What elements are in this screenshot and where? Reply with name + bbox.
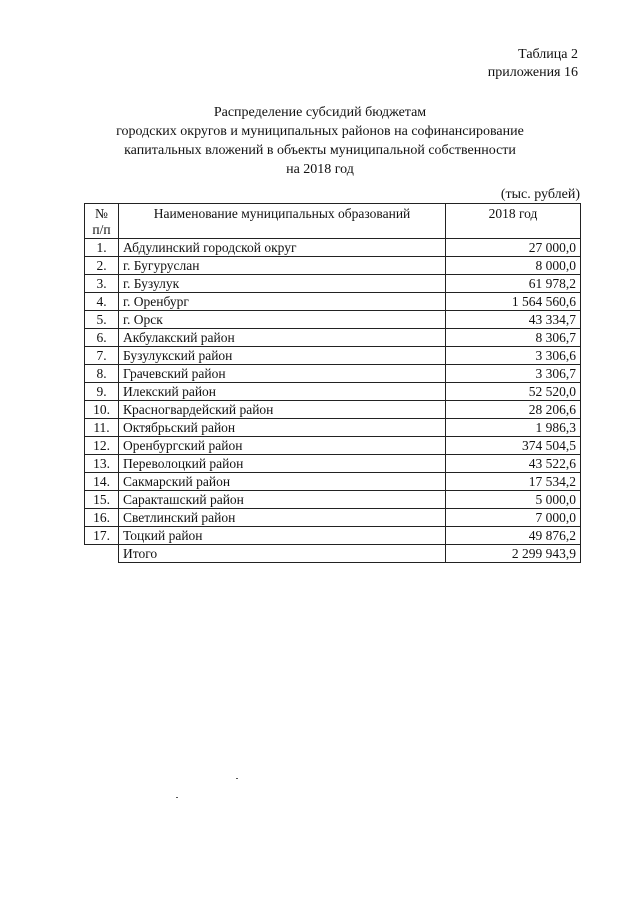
row-number: 10. [85,401,119,419]
row-number: 5. [85,311,119,329]
row-municipality-name: Бузулукский район [119,347,446,365]
title-line-4: на 2018 год [286,162,354,177]
row-number: 3. [85,275,119,293]
row-value: 3 306,6 [446,347,581,365]
row-value: 27 000,0 [446,239,581,257]
table-row [85,419,581,437]
row-value: 61 978,2 [446,275,581,293]
title-line-3: капитальных вложений в объекты муниципальной собственности [124,143,516,158]
row-municipality-name: г. Оренбург [119,293,446,311]
table-row [85,365,581,383]
row-number: 2. [85,257,119,275]
total-row [85,545,581,563]
row-number: 6. [85,329,119,347]
title-line-2: городских округов и муниципальных районов на софинансирование [116,124,524,139]
row-value: 8 306,7 [446,329,581,347]
table-label: Таблица 2 [518,47,578,62]
row-municipality-name: Абдулинский городской округ [119,239,446,257]
table-row [85,437,581,455]
row-number: 8. [85,365,119,383]
total-label: Итого [119,545,446,563]
scan-speck [236,778,238,779]
row-municipality-name: Октябрьский район [119,419,446,437]
total-num-cell [85,545,119,563]
appendix-label: приложения 16 [487,65,578,80]
row-value: 28 206,6 [446,401,581,419]
row-number: 9. [85,383,119,401]
header-name: Наименование муниципальных образований [119,204,446,239]
row-value: 1 564 560,6 [446,293,581,311]
row-number: 14. [85,473,119,491]
row-municipality-name: Сакмарский район [119,473,446,491]
document-title [0,103,640,179]
row-number: 16. [85,509,119,527]
table-row [85,311,581,329]
table-row [85,383,581,401]
row-value: 8 000,0 [446,257,581,275]
table-row [85,293,581,311]
row-municipality-name: Оренбургский район [119,437,446,455]
row-value: 7 000,0 [446,509,581,527]
header-num: № п/п [85,204,119,239]
table-row [85,257,581,275]
table-row [85,401,581,419]
row-value: 1 986,3 [446,419,581,437]
document-header [488,46,578,82]
row-municipality-name: Акбулакский район [119,329,446,347]
table-row [85,329,581,347]
row-municipality-name: г. Орск [119,311,446,329]
subsidy-table [84,203,581,563]
row-municipality-name: Илекский район [119,383,446,401]
table-row [85,473,581,491]
row-value: 43 334,7 [446,311,581,329]
row-number: 11. [85,419,119,437]
row-municipality-name: Саракташский район [119,491,446,509]
table-row [85,275,581,293]
row-number: 4. [85,293,119,311]
row-number: 12. [85,437,119,455]
table-body [85,239,581,563]
row-municipality-name: г. Бугуруслан [119,257,446,275]
header-value: 2018 год [446,204,581,239]
row-value: 52 520,0 [446,383,581,401]
scan-speck [176,797,178,798]
row-municipality-name: Красногвардейский район [119,401,446,419]
row-value: 3 306,7 [446,365,581,383]
table-row [85,491,581,509]
units-note: (тыс. рублей) [500,187,580,202]
row-number: 7. [85,347,119,365]
table-row [85,509,581,527]
row-number: 15. [85,491,119,509]
table-row [85,347,581,365]
table-row [85,455,581,473]
total-value: 2 299 943,9 [446,545,581,563]
row-value: 43 522,6 [446,455,581,473]
row-value: 17 534,2 [446,473,581,491]
row-number: 13. [85,455,119,473]
row-value: 5 000,0 [446,491,581,509]
row-municipality-name: Переволоцкий район [119,455,446,473]
row-municipality-name: Светлинский район [119,509,446,527]
row-value: 374 504,5 [446,437,581,455]
row-municipality-name: Тоцкий район [119,527,446,545]
row-number: 1. [85,239,119,257]
row-value: 49 876,2 [446,527,581,545]
title-line-1: Распределение субсидий бюджетам [213,105,427,120]
row-number: 17. [85,527,119,545]
table-header-row [85,204,581,239]
table-row [85,239,581,257]
table-row [85,527,581,545]
row-municipality-name: г. Бузулук [119,275,446,293]
row-municipality-name: Грачевский район [119,365,446,383]
